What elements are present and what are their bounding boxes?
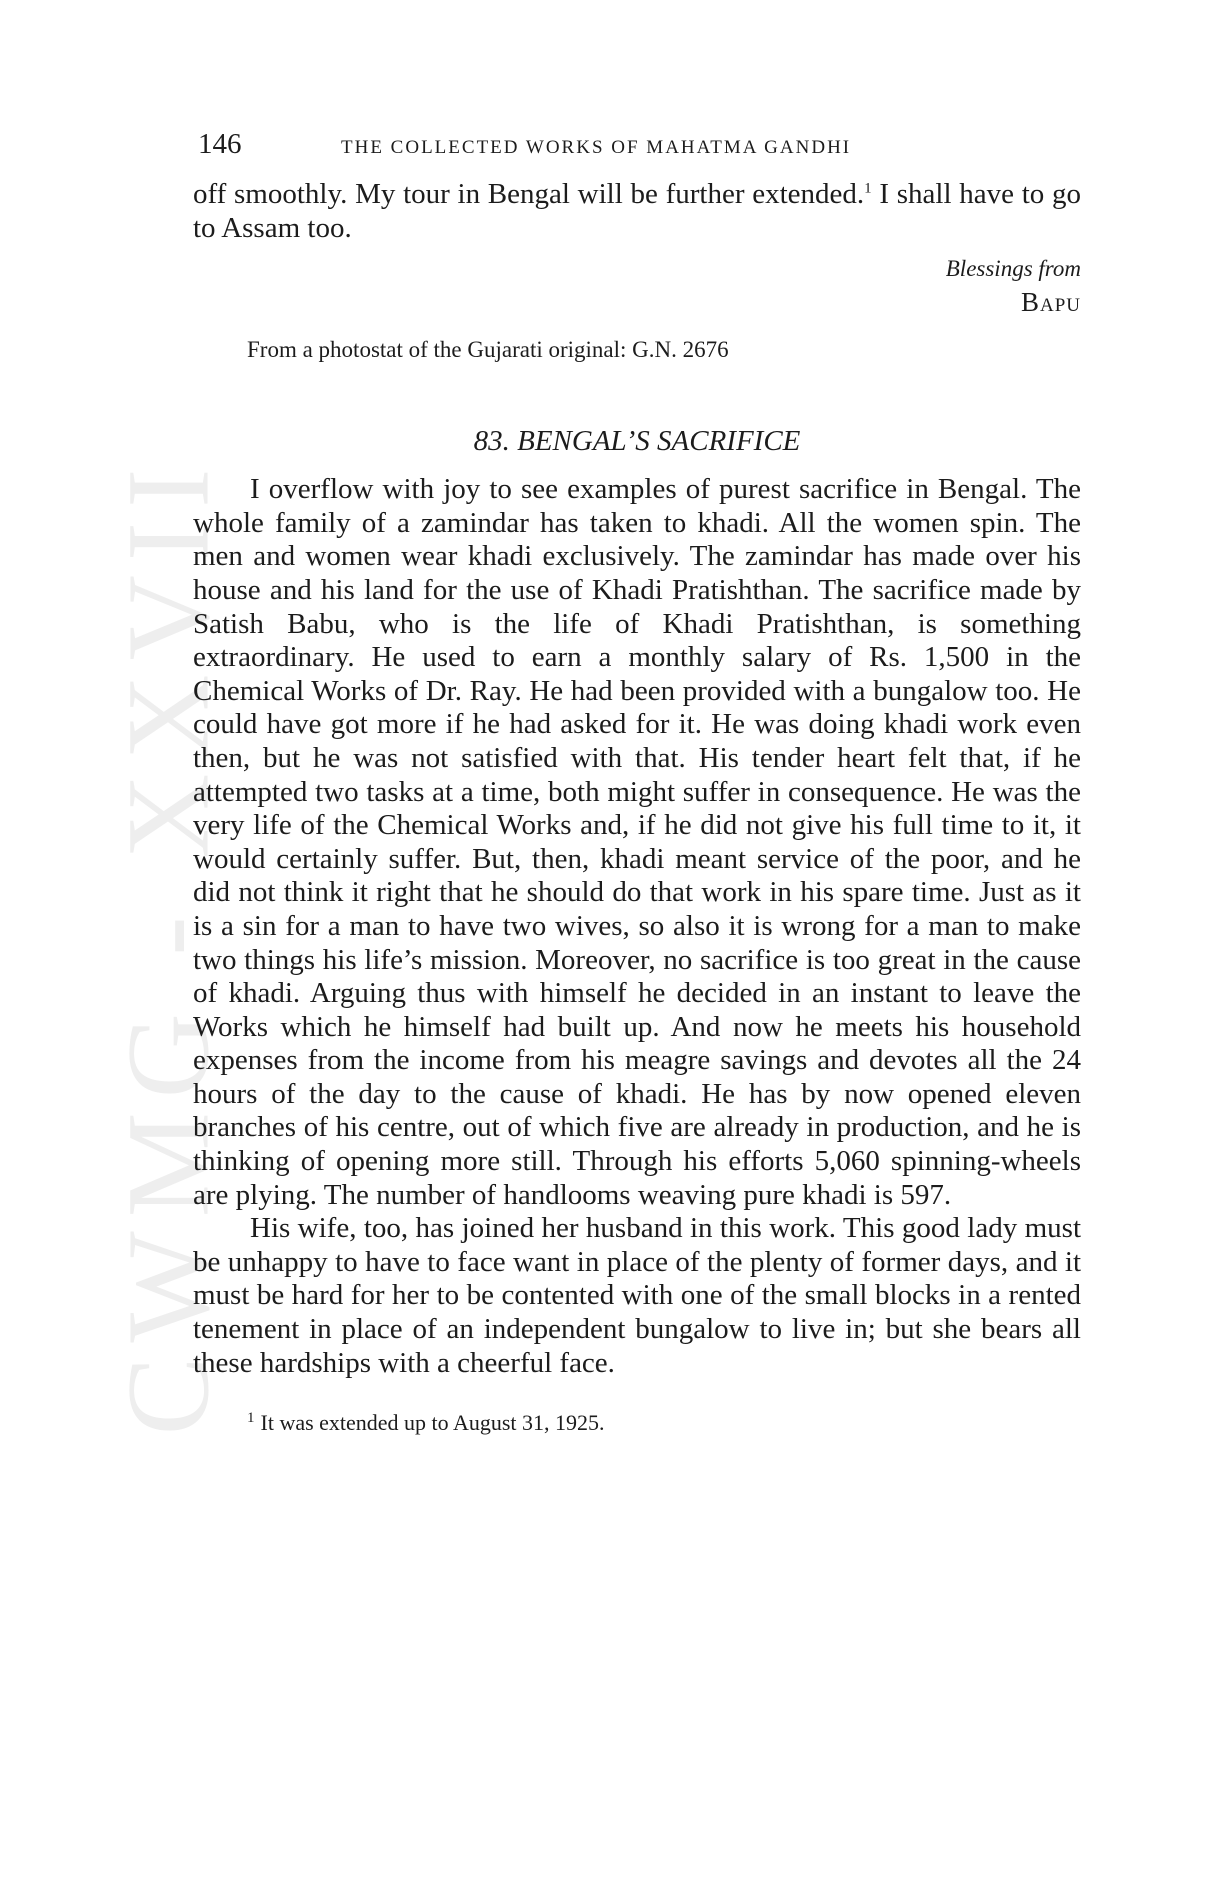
letter-closing-text: off smoothly. My tour in Bengal will be further extended. bbox=[193, 178, 865, 210]
footnote bbox=[247, 1408, 1081, 1438]
article-paragraph-2: His wife, too, has joined her husband in this work. This good lady must be unhappy to have to face want in place of the plenty of former days, and it must be hard for her to be contented with one of the small blocks in a rented tenement in place of an independent bungalow to live in; but she bears all these hardships with a cheerful face. bbox=[193, 1212, 1081, 1379]
footnote-text: It was extended up to August 31, 1925. bbox=[260, 1410, 605, 1436]
watermark-text: CWMG - XXVII bbox=[102, 454, 233, 1436]
letter-closing-text-after: I shall have to go to Assam too. bbox=[193, 178, 1082, 244]
signature: Bapu bbox=[1020, 287, 1081, 318]
article-title: 83. BENGAL’S SACRIFICE bbox=[473, 425, 801, 458]
page-number: 146 bbox=[198, 128, 242, 160]
page-content bbox=[193, 178, 1081, 1438]
letter-closing-paragraph bbox=[193, 178, 1081, 245]
running-head: THE COLLECTED WORKS OF MAHATMA GANDHI bbox=[341, 137, 852, 158]
footnote-reference: 1 bbox=[864, 180, 872, 197]
signature-block bbox=[193, 253, 1081, 319]
article-paragraph-1: I overflow with joy to see examples of purest sacrifice in Bengal. The whole family of a zamindar has taken to khadi. All the women spin. The men and women wear khadi exclusively. The zamindar has made over his house and his land for the use of Khadi Pratishthan. The sacrifice made by Satish Babu, who is the life of Khadi Pratishthan, is something extraordinary. He used to earn a monthly salary of Rs. 1,500 in the Chemical Works of Dr. Ray. He had been provided with a bungalow too. He could have got more if he had asked for it. He was doing khadi work even then, but he was not satisfied with that. His tender heart felt that, if he attempted two tasks at a time, both might suffer in consequence. He was the very life of the Chemical Works and, if he did not give his full time to it, it would certainly suffer. But, then, khadi meant service of the poor, and he did not think it right that he should do that work in his spare time. Just as it is a sin for a man to have two wives, so also it is wrong for a man to make two things his life’s mission. Moreover, no sacrifice is too great in the cause of khadi. Arguing thus with himself he decided in an instant to leave the Works which he himself had built up. And now he meets his household expenses from the income from his meagre savings and devotes all the 24 hours of the day to the cause of khadi. He has by now opened eleven branches of his centre, out of which five are already in production, and he is thinking of opening more still. Through his efforts 5,060 spinning-wheels are plying. The number of handlooms weaving pure khadi is 597. bbox=[193, 473, 1081, 1211]
source-note: From a photostat of the Gujarati original: G.N. 2676 bbox=[247, 337, 729, 363]
footnote-mark: 1 bbox=[247, 1409, 255, 1426]
blessings-line: Blessings from bbox=[945, 256, 1081, 282]
page-header bbox=[198, 128, 1078, 168]
